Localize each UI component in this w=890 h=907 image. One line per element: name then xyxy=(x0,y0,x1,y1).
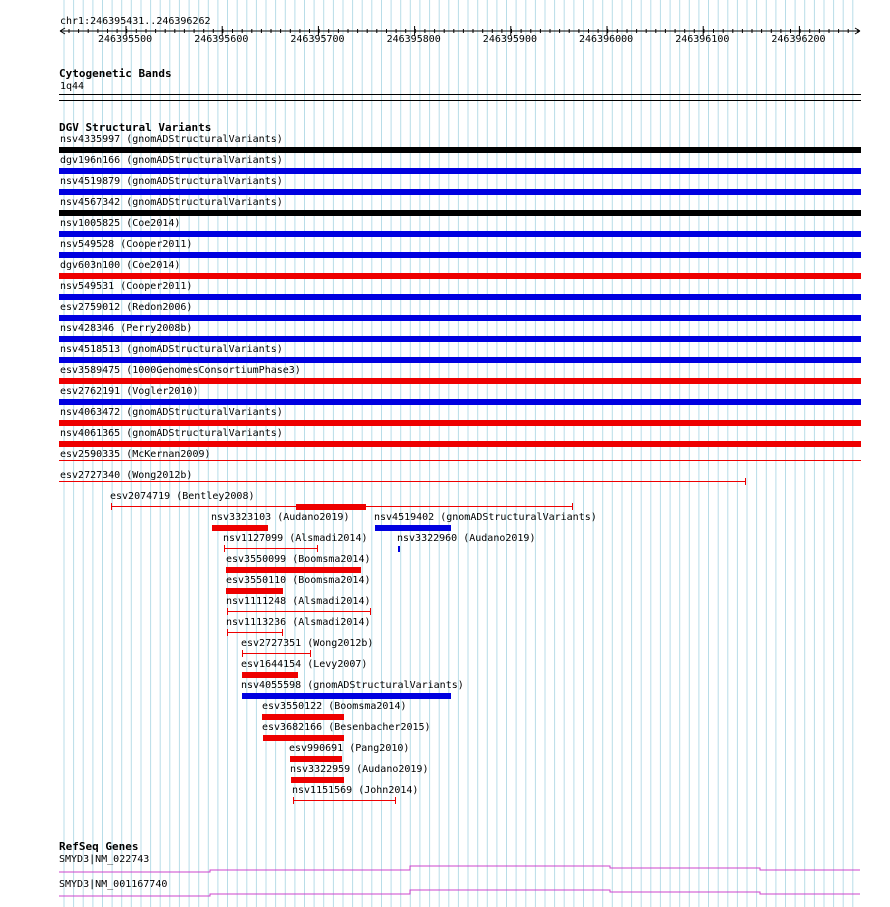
variant-bar[interactable] xyxy=(59,294,861,300)
variant-label[interactable]: nsv4335997 (gnomADStructuralVariants) xyxy=(60,134,283,145)
variant-label[interactable]: nsv1005825 (Coe2014) xyxy=(60,218,181,229)
variant-label[interactable]: esv3550110 (Boomsma2014) xyxy=(226,575,371,586)
variant-bar[interactable] xyxy=(291,777,344,783)
variant-bar[interactable] xyxy=(59,460,861,461)
track-divider xyxy=(59,100,861,101)
ruler-tick-label: 246395800 xyxy=(386,34,441,45)
variant-bar[interactable] xyxy=(226,567,361,573)
variant-label[interactable]: nsv4567342 (gnomADStructuralVariants) xyxy=(60,197,283,208)
variant-label[interactable]: nsv1151569 (John2014) xyxy=(292,785,419,796)
variant-bar[interactable] xyxy=(59,315,861,321)
ruler-tick-label: 246395900 xyxy=(482,34,537,45)
variant-label[interactable]: nsv4061365 (gnomADStructuralVariants) xyxy=(60,428,283,439)
variant-bar[interactable] xyxy=(59,441,861,447)
variant-label[interactable]: esv3550122 (Boomsma2014) xyxy=(262,701,407,712)
refseq-gene-models[interactable] xyxy=(0,860,890,900)
variant-label[interactable]: nsv3322960 (Audano2019) xyxy=(397,533,536,544)
variant-bar[interactable] xyxy=(59,273,861,279)
gene-label-nm001167740[interactable]: SMYD3|NM_001167740 xyxy=(59,879,168,890)
variant-label[interactable]: nsv549531 (Cooper2011) xyxy=(60,281,193,292)
ruler-tick-label: 246395600 xyxy=(194,34,249,45)
variant-label[interactable]: esv3550099 (Boomsma2014) xyxy=(226,554,371,565)
coordinate-label: chr1:246395431..246396262 xyxy=(60,16,211,27)
dgv-title: DGV Structural Variants xyxy=(59,121,212,134)
cytoband-label: 1q44 xyxy=(60,81,85,92)
variant-label[interactable]: nsv3323103 (Audano2019) xyxy=(211,512,350,523)
variant-label[interactable]: nsv4519402 (gnomADStructuralVariants) xyxy=(374,512,597,523)
variant-bar[interactable] xyxy=(398,546,400,552)
refseq-title: RefSeq Genes xyxy=(59,840,139,853)
variant-bar[interactable] xyxy=(262,714,344,720)
variant-label[interactable]: esv990691 (Pang2010) xyxy=(289,743,410,754)
ruler-tick-label: 246396000 xyxy=(579,34,634,45)
variant-label[interactable]: nsv1111248 (Alsmadi2014) xyxy=(226,596,371,607)
variant-bar[interactable] xyxy=(59,357,861,363)
ruler-tick-label: 246395700 xyxy=(290,34,345,45)
variant-label[interactable]: nsv428346 (Perry2008b) xyxy=(60,323,193,334)
variant-label[interactable]: dgv603n100 (Coe2014) xyxy=(60,260,181,271)
cytoband-bar[interactable] xyxy=(59,94,861,95)
variant-bar[interactable] xyxy=(226,588,283,594)
variant-bar[interactable] xyxy=(242,672,298,678)
variant-bar[interactable] xyxy=(59,481,746,482)
variant-label[interactable]: nsv4519879 (gnomADStructuralVariants) xyxy=(60,176,283,187)
variant-bar[interactable] xyxy=(59,378,861,384)
variant-bar[interactable] xyxy=(290,756,342,762)
variant-bar[interactable] xyxy=(59,231,861,237)
variant-bar[interactable] xyxy=(59,399,861,405)
variant-label[interactable]: esv3589475 (1000GenomesConsortiumPhase3) xyxy=(60,365,301,376)
variant-label[interactable]: esv2074719 (Bentley2008) xyxy=(110,491,255,502)
variant-label[interactable]: esv1644154 (Levy2007) xyxy=(241,659,368,670)
variant-label[interactable]: nsv4063472 (gnomADStructuralVariants) xyxy=(60,407,283,418)
variant-bar[interactable] xyxy=(59,420,861,426)
variant-label[interactable]: nsv1127099 (Alsmadi2014) xyxy=(223,533,368,544)
variant-label[interactable]: esv3682166 (Besenbacher2015) xyxy=(262,722,431,733)
variant-label[interactable]: nsv4055598 (gnomADStructuralVariants) xyxy=(241,680,464,691)
variant-bar[interactable] xyxy=(227,611,371,612)
variant-bar[interactable] xyxy=(59,147,861,153)
variant-label[interactable]: esv2762191 (Vogler2010) xyxy=(60,386,199,397)
variant-bar[interactable] xyxy=(224,548,318,549)
variant-label[interactable]: esv2759012 (Redon2006) xyxy=(60,302,193,313)
variant-bar[interactable] xyxy=(227,632,283,633)
variant-bar[interactable] xyxy=(242,693,451,699)
variant-bar[interactable] xyxy=(59,252,861,258)
variant-bar[interactable] xyxy=(59,210,861,216)
variant-label[interactable]: dgv196n166 (gnomADStructuralVariants) xyxy=(60,155,283,166)
variant-label[interactable]: esv2727340 (Wong2012b) xyxy=(60,470,193,481)
gene-label-nm022743[interactable]: SMYD3|NM_022743 xyxy=(59,854,150,865)
coordinate-ruler[interactable] xyxy=(0,0,890,60)
variant-thick-segment[interactable] xyxy=(296,504,366,510)
variant-bar[interactable] xyxy=(59,189,861,195)
variant-label[interactable]: nsv3322959 (Audano2019) xyxy=(290,764,429,775)
ruler-tick-label: 246395500 xyxy=(98,34,153,45)
variant-label[interactable]: nsv549528 (Cooper2011) xyxy=(60,239,193,250)
ruler-tick-label: 246396200 xyxy=(771,34,826,45)
variant-bar[interactable] xyxy=(242,653,311,654)
cytobands-title: Cytogenetic Bands xyxy=(59,67,172,80)
variant-bar[interactable] xyxy=(263,735,344,741)
variant-bar[interactable] xyxy=(59,168,861,174)
variant-bar[interactable] xyxy=(375,525,451,531)
variant-label[interactable]: esv2590335 (McKernan2009) xyxy=(60,449,211,460)
variant-label[interactable]: nsv1113236 (Alsmadi2014) xyxy=(226,617,371,628)
variant-label[interactable]: esv2727351 (Wong2012b) xyxy=(241,638,374,649)
variant-label[interactable]: nsv4518513 (gnomADStructuralVariants) xyxy=(60,344,283,355)
variant-bar[interactable] xyxy=(59,336,861,342)
variant-bar[interactable] xyxy=(293,800,396,801)
ruler-tick-label: 246396100 xyxy=(675,34,730,45)
variant-bar[interactable] xyxy=(212,525,268,531)
